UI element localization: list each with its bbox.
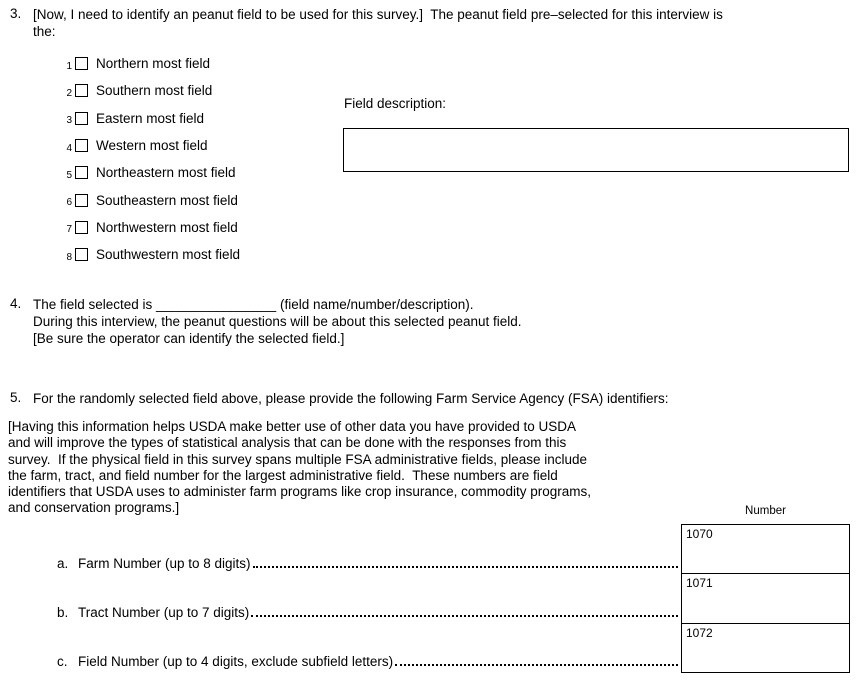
fsa-number-table [681, 524, 850, 673]
option-code: 2 [66, 87, 72, 99]
cell-code-1072: 1072 [686, 625, 713, 640]
option-row-southeastern [61, 186, 240, 213]
cell-code-1071: 1071 [686, 576, 713, 591]
tract-number-label: Tract Number (up to 7 digits) [78, 605, 250, 620]
option-code: 1 [66, 60, 72, 72]
dot-leader [251, 615, 678, 617]
question-5-intro [33, 390, 669, 407]
farm-number-label: Farm Number (up to 8 digits) [78, 556, 251, 571]
number-column-header: Number [745, 505, 786, 517]
dot-leader [253, 566, 678, 568]
option-label: Eastern most field [96, 110, 205, 126]
checkbox-northwestern-most-field[interactable] [75, 221, 88, 234]
question-3-number: 3. [10, 6, 22, 21]
tract-number-input[interactable] [682, 573, 849, 622]
field-description-label: Field description: [344, 96, 447, 111]
question-3-text [33, 6, 723, 40]
checkbox-northeastern-most-field[interactable] [75, 166, 88, 179]
field-option-list [61, 50, 240, 268]
option-row-northern [61, 50, 240, 77]
option-code: 4 [66, 142, 72, 154]
farm-number-input[interactable] [682, 525, 849, 573]
note-line: identifiers that USDA uses to administer farm programs like crop insurance, commodity programs, [8, 484, 591, 500]
option-row-eastern [61, 105, 240, 132]
option-row-northwestern [61, 214, 240, 241]
option-row-western [61, 132, 240, 159]
question-3-line1: [Now, I need to identify an peanut field to be used for this survey.] The peanut field pre–selected for this interview is [33, 7, 723, 22]
field-number-input[interactable] [682, 623, 849, 672]
dot-leader [395, 664, 678, 666]
option-label: Northern most field [96, 56, 211, 72]
option-row-southwestern [61, 241, 240, 268]
tract-number-row [57, 603, 678, 620]
question-5-number: 5. [10, 390, 22, 405]
option-label: Northwestern most field [96, 219, 238, 235]
question-4-text [33, 296, 522, 347]
option-label: Southern most field [96, 83, 213, 99]
question-4-line2: During this interview, the peanut questions will be about this selected peanut field. [33, 314, 522, 329]
note-line: the farm, tract, and field number for the largest administrative field. These numbers are field [8, 467, 558, 483]
note-line: [Having this information helps USDA make better use of other data you have provided to USDA [8, 419, 577, 434]
farm-number-row [57, 554, 678, 571]
option-label: Southwestern most field [96, 247, 241, 263]
question-5-intro-line: For the randomly selected field above, please provide the following Farm Service Agency (FSA) identifiers: [33, 391, 669, 406]
question-4-line3: [Be sure the operator can identify the selected field.] [33, 331, 345, 346]
option-label: Western most field [96, 138, 208, 154]
question-4-line1: The field selected is ________________ (field name/number/description). [33, 297, 474, 312]
question-4-number: 4. [10, 296, 22, 311]
checkbox-southwestern-most-field[interactable] [75, 248, 88, 261]
option-label: Southeastern most field [96, 192, 238, 208]
cell-code-1070: 1070 [686, 527, 713, 541]
option-code: 6 [66, 197, 72, 209]
row-letter: a. [57, 556, 69, 571]
checkbox-northern-most-field[interactable] [75, 57, 88, 70]
checkbox-southern-most-field[interactable] [75, 84, 88, 97]
option-label: Northeastern most field [96, 165, 236, 181]
row-letter: b. [57, 605, 69, 620]
option-code: 3 [66, 115, 72, 127]
field-description-input[interactable] [343, 128, 849, 172]
option-row-southern [61, 77, 240, 104]
checkbox-western-most-field[interactable] [75, 139, 88, 152]
checkbox-eastern-most-field[interactable] [75, 112, 88, 125]
question-5-note [8, 419, 591, 517]
question-3-line2: the: [33, 24, 56, 39]
option-code: 7 [66, 224, 72, 236]
row-letter: c. [57, 654, 68, 669]
field-number-label: Field Number (up to 4 digits, exclude subfield letters) [78, 654, 394, 669]
field-number-row [57, 652, 678, 669]
checkbox-southeastern-most-field[interactable] [75, 194, 88, 207]
note-line: and conservation programs.] [8, 500, 180, 516]
option-code: 5 [66, 169, 72, 181]
note-line: and will improve the types of statistical analysis that can be done with the responses from this [8, 435, 567, 451]
option-row-northeastern [61, 159, 240, 186]
option-code: 8 [66, 251, 72, 263]
note-line: survey. If the physical field in this survey spans multiple FSA administrative fields, please include [8, 451, 588, 467]
